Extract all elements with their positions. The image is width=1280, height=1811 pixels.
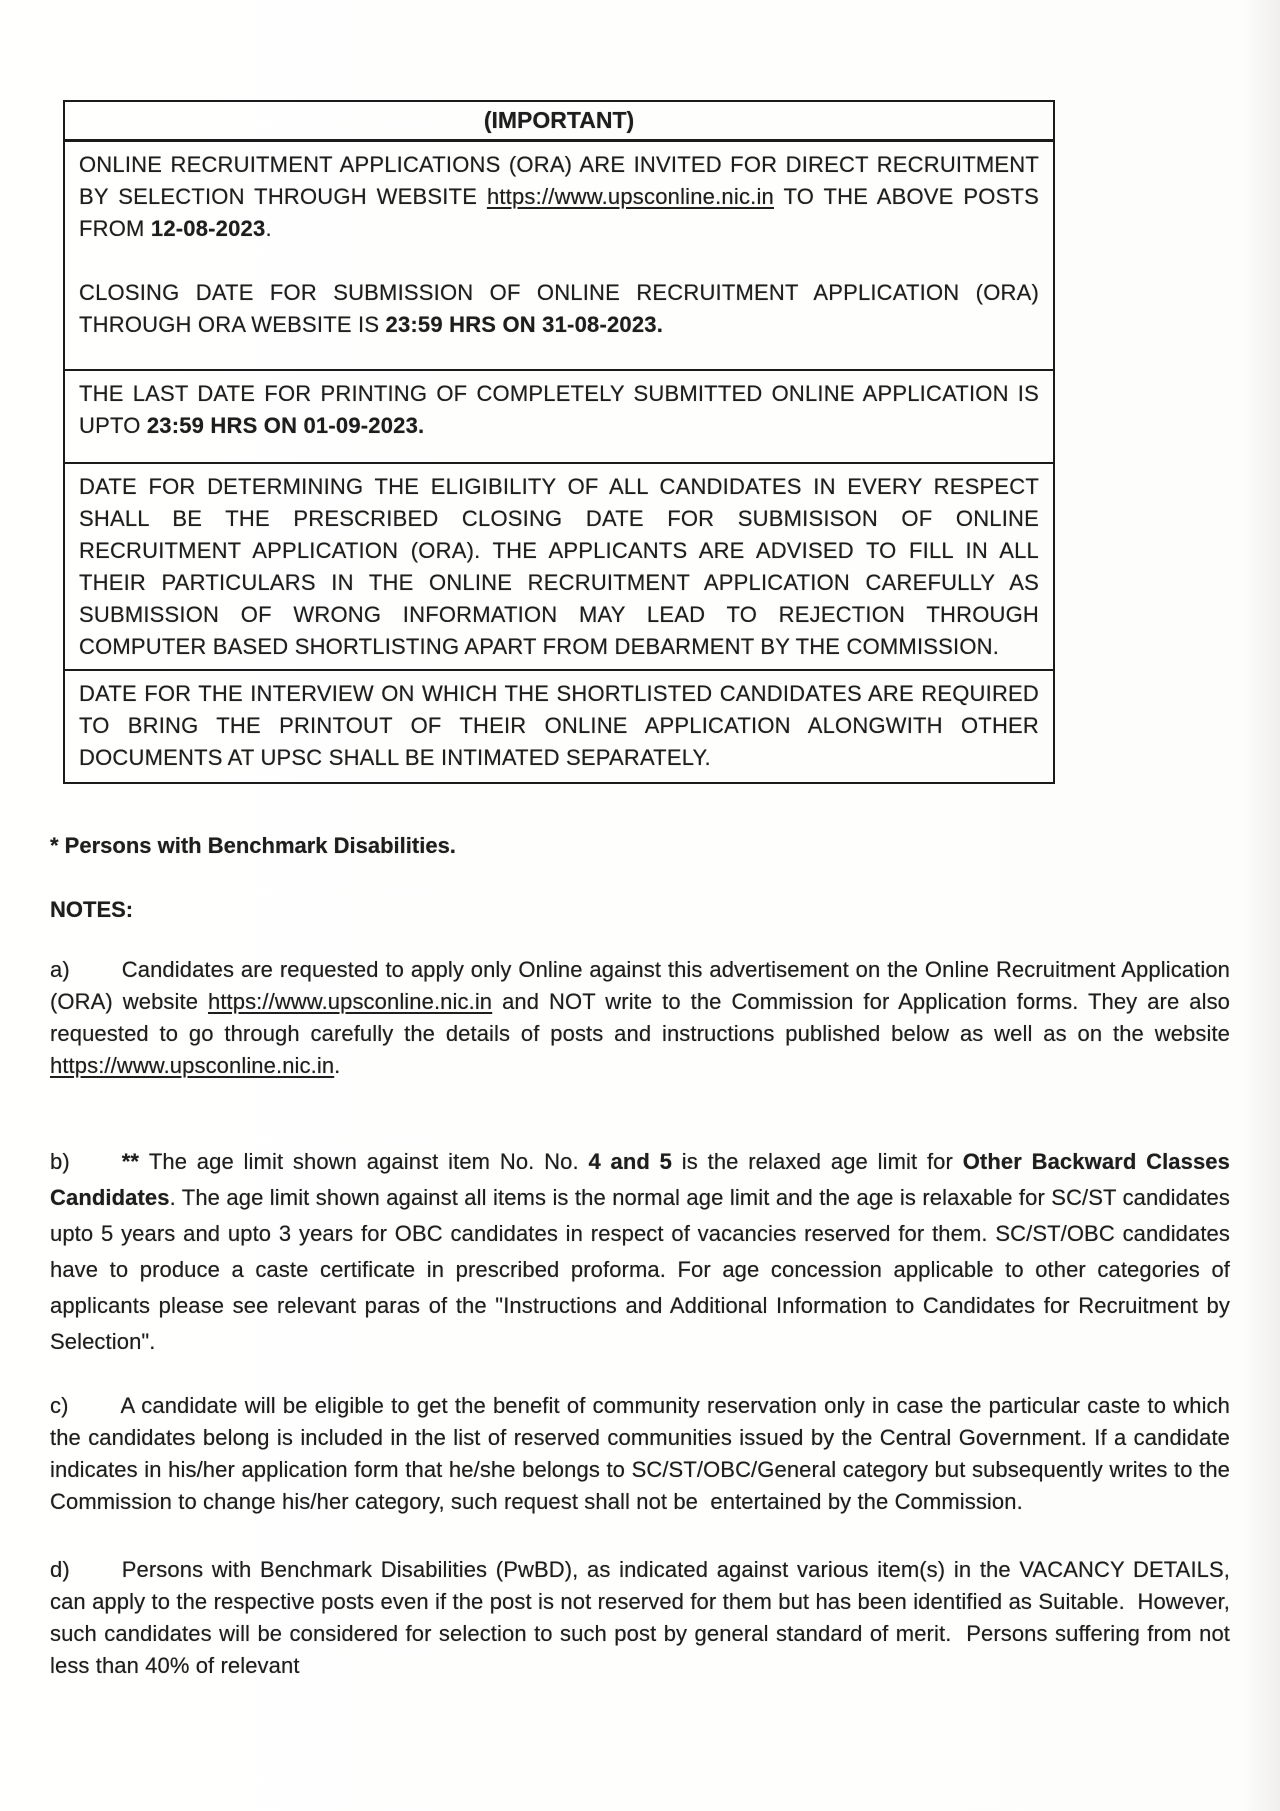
table-row — [65, 671, 1053, 782]
text-run: ** — [121, 1149, 149, 1174]
notes-heading: NOTES: — [50, 897, 134, 922]
text-run: Persons with Benchmark Disabilities (PwBD), as indicated against various item(s) in the VACANCY DETAILS, can apply to the respective posts even if the post is not reserved for them but has been identified as Suitable. However, such candidates will be considered for selection to such post by general standard of merit. Persons suffering from not less than 40% of relevant — [50, 1557, 1230, 1678]
note-paragraph-b — [50, 1144, 1230, 1360]
text-run: a) — [50, 957, 70, 982]
pwbd-footnote: * Persons with Benchmark Disabilities. — [50, 833, 456, 858]
text-run: b) — [50, 1149, 70, 1174]
text-run: CLOSING DATE FOR SUBMISSION OF ONLINE RECRUITMENT APPLICATION (ORA) THROUGH ORA WEBSITE IS — [79, 280, 1039, 337]
important-notice-table — [63, 100, 1055, 784]
text-run: and NOT write to the Commission for Application forms. They are also requested to go through carefully the details of posts and instructions published below as well as on the website — [50, 989, 1230, 1046]
text-run: Other Backward Classes Candidates — [50, 1149, 1230, 1210]
text-run: . — [265, 216, 272, 241]
table-header-important: (IMPORTANT) — [65, 102, 1053, 142]
url-link[interactable]: https://www.upsconline.nic.in — [50, 1053, 335, 1078]
text-run: d) — [50, 1557, 70, 1582]
text-run: ONLINE RECRUITMENT APPLICATIONS (ORA) ARE INVITED FOR DIRECT RECRUITMENT BY SELECTION THROUGH WEBSITE — [79, 152, 1039, 209]
text-run: 23:59 HRS ON 01-09-2023. — [146, 413, 425, 438]
table-row — [65, 142, 1053, 371]
note-paragraph-c — [50, 1390, 1230, 1518]
text-run: 23:59 HRS ON 31-08-2023. — [385, 312, 664, 337]
notice-paragraph-open-date — [79, 149, 1039, 245]
note-paragraph-a — [50, 954, 1230, 1082]
note-paragraph-d — [50, 1554, 1230, 1682]
url-link[interactable]: https://www.upsconline.nic.in — [486, 184, 774, 209]
notice-paragraph-print-date — [79, 378, 1039, 442]
notice-paragraph-interview-date — [79, 678, 1039, 774]
text-run: 4 and 5 — [588, 1149, 673, 1174]
text-run: c) — [50, 1393, 69, 1418]
notice-paragraph-closing-date — [79, 277, 1039, 341]
table-row — [65, 464, 1053, 671]
text-run: DATE FOR THE INTERVIEW ON WHICH THE SHORTLISTED CANDIDATES ARE REQUIRED TO BRING THE PRINTOUT OF THEIR ONLINE APPLICATION ALONGWITH OTHER DOCUMENTS AT UPSC SHALL BE INTIMATED SEPARATELY. — [79, 681, 1039, 770]
notice-paragraph-eligibility-date — [79, 471, 1039, 663]
text-run: TO THE ABOVE POSTS FROM — [79, 184, 1039, 241]
text-run: . — [334, 1053, 341, 1078]
text-run: 12-08-2023 — [150, 216, 266, 241]
text-run: A candidate will be eligible to get the benefit of community reservation only in case the particular caste to which the candidates belong is included in the list of reserved communities issued by the Central Government. If a candidate indicates in his/her application form that he/she belongs to SC/ST/OBC/General category but subsequently writes to the Commission to change his/her category, such request shall not be entertained by the Commission. — [50, 1393, 1230, 1514]
text-run: DATE FOR DETERMINING THE ELIGIBILITY OF ALL CANDIDATES IN EVERY RESPECT SHALL BE THE PRESCRIBED CLOSING DATE FOR SUBMISISON OF ONLINE RECRUITMENT APPLICATION (ORA). THE APPLICANTS ARE ADVISED TO FILL IN ALL THEIR PARTICULARS IN THE ONLINE RECRUITMENT APPLICATION CAREFULLY AS SUBMISSION OF WRONG INFORMATION MAY LEAD TO REJECTION THROUGH COMPUTER BASED SHORTLISTING APART FROM DEBARMENT BY THE COMMISSION. — [79, 474, 1039, 659]
url-link[interactable]: https://www.upsconline.nic.in — [207, 989, 493, 1014]
text-run: THE LAST DATE FOR PRINTING OF COMPLETELY SUBMITTED ONLINE APPLICATION IS UPTO — [79, 381, 1039, 438]
text-run: Candidates are requested to apply only Online against this advertisement on the Online Recruitment Application (ORA) website — [50, 957, 1230, 1014]
text-run: The age limit shown against item No. No. — [148, 1149, 589, 1174]
table-row — [65, 371, 1053, 464]
text-run: . The age limit shown against all items is the normal age limit and the age is relaxable for SC/ST candidates upto 5 years and upto 3 years for OBC candidates in respect of vacancies reserved for them. SC/ST/OBC candidates have to produce a caste certificate in prescribed proforma. For age concession applicable to other categories of applicants please see relevant paras of the "Instructions and Additional Information to Candidates for Recruitment by Selection". — [50, 1185, 1230, 1354]
text-run: is the relaxed age limit for — [672, 1149, 963, 1174]
